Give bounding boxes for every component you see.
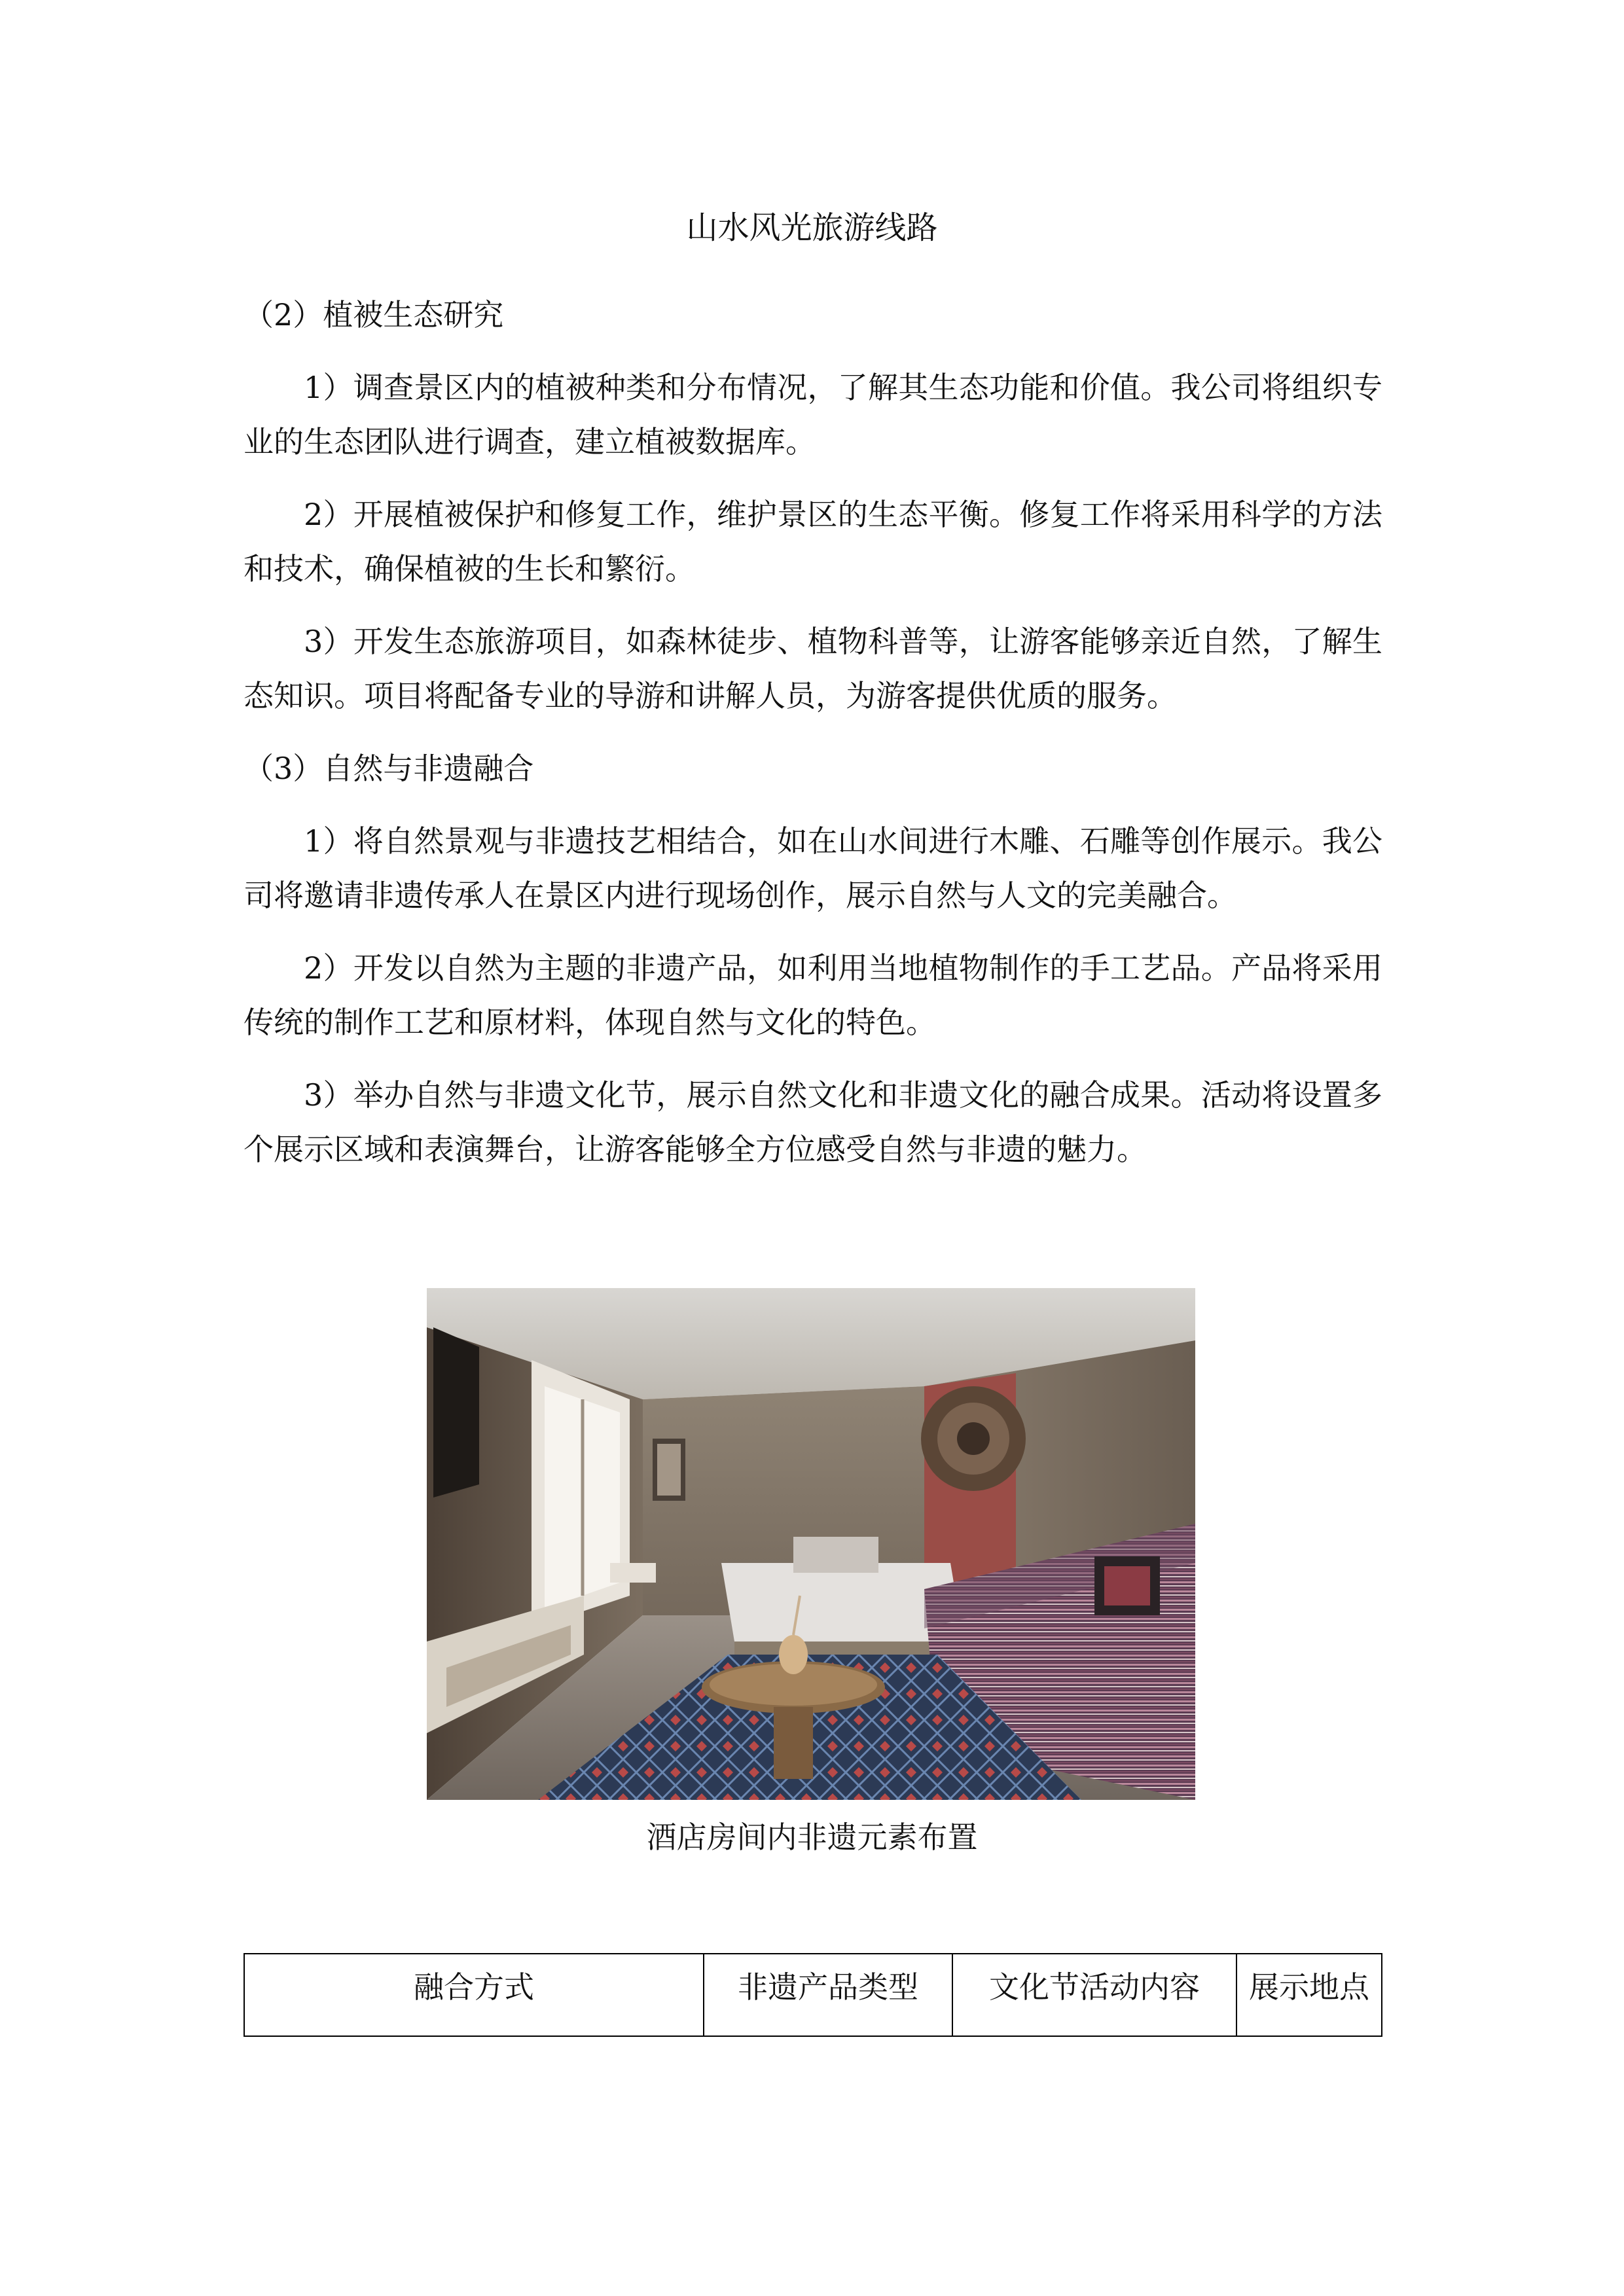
paragraph: 2）开发以自然为主题的非遗产品，如利用当地植物制作的手工艺品。产品将采用传统的制作工艺和原材料，体现自然与文化的特色。	[244, 950, 1382, 1040]
hotel-room-photo	[427, 1288, 1195, 1800]
photo-caption: 酒店房间内非遗元素布置	[646, 1820, 978, 1855]
paragraph: 3）开发生态旅游项目，如森林徒步、植物科普等，让游客能够亲近自然，了解生态知识。项目将配备专业的导游和讲解人员，为游客提供优质的服务。	[244, 624, 1382, 713]
paragraph: 1）调查景区内的植被种类和分布情况，了解其生态功能和价值。我公司将组织专业的生态团队进行调查，建立植被数据库。	[244, 370, 1382, 459]
fusion-table	[244, 1953, 1382, 2037]
paragraph: 2）开展植被保护和修复工作，维护景区的生态平衡。修复工作将采用科学的方法和技术，确保植被的生长和繁衍。	[244, 497, 1382, 586]
section-heading: （3）自然与非遗融合	[244, 751, 534, 786]
section-heading: （2）植被生态研究	[244, 297, 504, 332]
paragraph: 1）将自然景观与非遗技艺相结合，如在山水间进行木雕、石雕等创作展示。我公司将邀请非遗传承人在景区内进行现场创作，展示自然与人文的完美融合。	[244, 823, 1382, 913]
table-header-cell: 展示地点	[1236, 1954, 1382, 2036]
document-body	[244, 288, 1382, 1195]
table-header-cell: 文化节活动内容	[952, 1954, 1236, 2036]
paragraph: 3）举办自然与非遗文化节，展示自然文化和非遗文化的融合成果。活动将设置多个展示区域和表演舞台，让游客能够全方位感受自然与非遗的魅力。	[244, 1077, 1382, 1167]
table-header-row	[244, 1954, 1382, 2036]
table-header-cell: 融合方式	[244, 1954, 704, 2036]
figure-title: 山水风光旅游线路	[686, 209, 938, 246]
table-header-cell: 非遗产品类型	[704, 1954, 952, 2036]
